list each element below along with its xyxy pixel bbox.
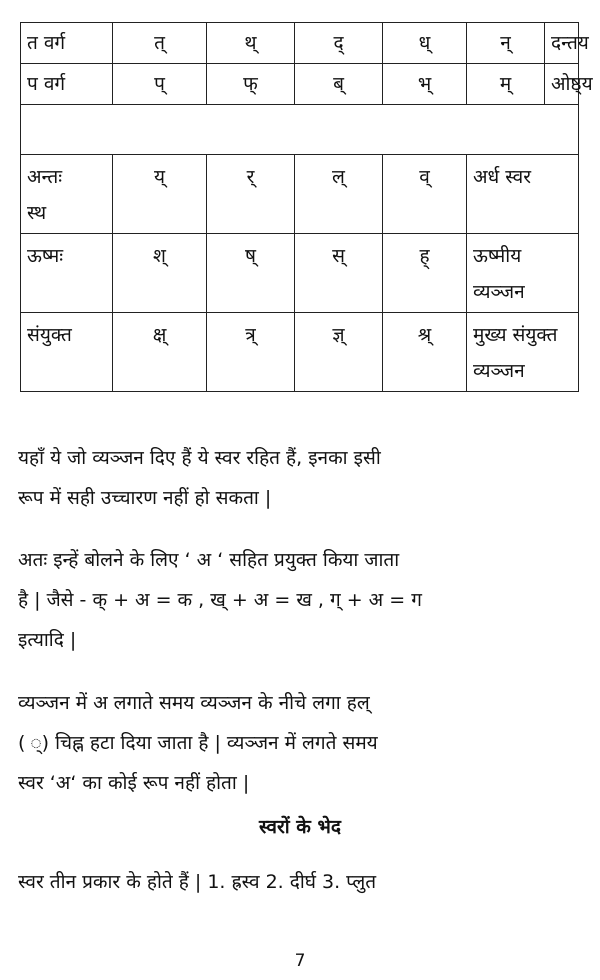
consonant-table (20, 22, 593, 392)
consonant-cell: त् (113, 23, 207, 64)
category-note: दन्तय (545, 23, 579, 64)
consonant-cell: ह् (383, 234, 467, 313)
row-label: प वर्ग (21, 64, 113, 105)
consonant-cell: फ् (207, 64, 295, 105)
row-label: त वर्ग (21, 23, 113, 64)
consonant-cell: क्ष् (113, 313, 207, 392)
consonant-cell: य् (113, 155, 207, 234)
row-label (21, 155, 113, 234)
paragraph-line: स्वर ‘अ‘ का कोई रूप नहीं होता | (18, 772, 250, 794)
consonant-cell: त्र् (207, 313, 295, 392)
consonant-cell: प् (113, 64, 207, 105)
paragraph-line: व्यञ्जन में अ लगाते समय व्यञ्जन के नीचे लगा हल् (18, 692, 370, 714)
category-note-line: व्यञ्जन (473, 360, 525, 382)
consonant-cell: व् (383, 155, 467, 234)
category-note (467, 155, 579, 234)
category-note-line: मुख्य संयुक्त (473, 324, 558, 346)
consonant-cell: स् (295, 234, 383, 313)
paragraph-line: यहाँ ये जो व्यञ्जन दिए हैं ये स्वर रहित हैं, इनका इसी (18, 447, 381, 469)
row-label-line: संयुक्त (27, 324, 72, 346)
table-row (21, 313, 579, 392)
category-note: ओष्ठ्य (545, 64, 579, 105)
consonant-cell: ध् (383, 23, 467, 64)
row-label-line: ऊष्मः (27, 245, 64, 267)
consonant-cell: थ् (207, 23, 295, 64)
paragraph-line: रूप में सही उच्चारण नहीं हो सकता | (18, 487, 272, 509)
paragraph-line: है | जैसे - क् + अ = क , ख् + अ = ख , ग् + अ = ग (18, 589, 422, 611)
paragraph-line: ( ्) चिह्न हटा दिया जाता है | व्यञ्जन में लगते समय (18, 732, 378, 754)
table-row-empty (21, 105, 579, 155)
row-label (21, 313, 113, 392)
consonant-cell: ल् (295, 155, 383, 234)
consonant-cell: द् (295, 23, 383, 64)
consonant-cell: श्र् (383, 313, 467, 392)
paragraph-line: इत्यादि | (18, 629, 77, 651)
consonant-cell: र् (207, 155, 295, 234)
category-note-line: अर्ध स्वर (473, 166, 531, 188)
paragraph-halant (18, 683, 584, 803)
table-row (21, 234, 579, 313)
paragraph-adding-a (18, 540, 584, 660)
consonant-cell: न् (467, 23, 545, 64)
row-label-line: अन्तः (27, 166, 63, 188)
consonant-cell: म् (467, 64, 545, 105)
paragraph-line: स्वर तीन प्रकार के होते हैं | 1. ह्रस्व 2. दीर्घ 3. प्लुत (18, 871, 377, 893)
table-row (21, 155, 579, 234)
paragraph-line: अतः इन्हें बोलने के लिए ‘ अ ‘ सहित प्रयुक्त किया जाता (18, 549, 400, 571)
category-note-line: व्यञ्जन (473, 281, 525, 303)
category-note (467, 313, 579, 392)
page-number: 7 (294, 951, 306, 971)
table-row (21, 64, 579, 105)
consonant-cell: ब् (295, 64, 383, 105)
empty-cell (21, 105, 579, 155)
category-note (467, 234, 579, 313)
consonant-cell: ज्ञ् (295, 313, 383, 392)
row-label (21, 234, 113, 313)
category-note-line: ऊष्मीय (473, 245, 522, 267)
consonant-cell: भ् (383, 64, 467, 105)
consonant-cell: ष् (207, 234, 295, 313)
consonant-cell: श् (113, 234, 207, 313)
paragraph-vowel-types (18, 862, 584, 902)
section-heading: स्वरों के भेद (259, 816, 341, 838)
paragraph-unvoiced-consonants (18, 438, 584, 518)
table-row (21, 23, 579, 64)
row-label-line: स्थ (27, 202, 47, 224)
